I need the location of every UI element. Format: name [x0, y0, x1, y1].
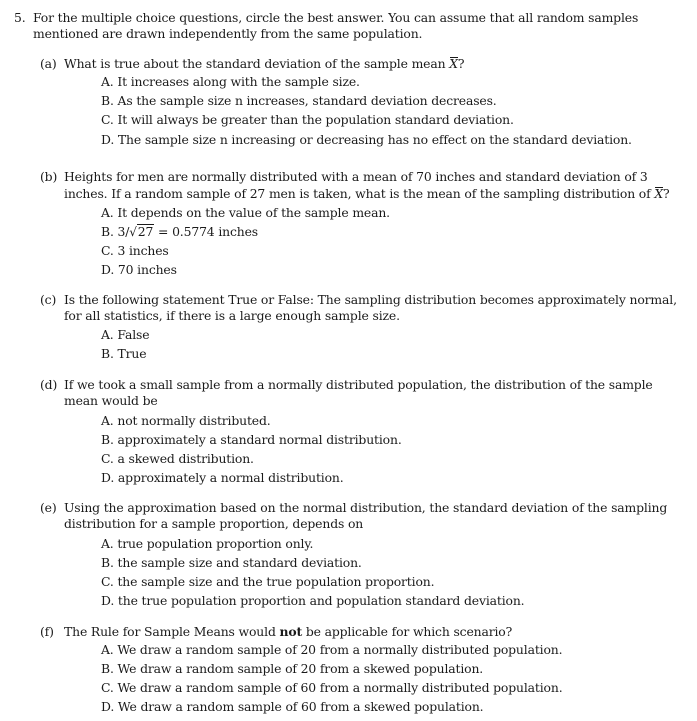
question-c-option-b[interactable]: B. True — [101, 346, 147, 361]
question-a-option-d[interactable]: D. The sample size n increasing or decreasing has no effect on the standard deviation. — [101, 132, 632, 147]
question-b-option-c[interactable]: C. 3 inches — [101, 243, 169, 258]
question-f-option-a[interactable]: A. We draw a random sample of 20 from a normally distributed population. — [101, 642, 563, 657]
question-f-label: (f) — [40, 624, 54, 639]
question-a-option-b[interactable]: B. As the sample size n increases, standard deviation decreases. — [101, 93, 497, 108]
question-e-option-c[interactable]: C. the sample size and the true population proportion. — [101, 574, 435, 589]
problem-intro-line2: mentioned are drawn independently from the same population. — [33, 26, 423, 41]
question-b-option-d[interactable]: D. 70 inches — [101, 262, 177, 277]
question-a-option-a[interactable]: A. It increases along with the sample size. — [101, 74, 360, 89]
question-f-text: The Rule for Sample Means would not be applicable for which scenario? — [64, 624, 513, 639]
question-d-option-a[interactable]: A. not normally distributed. — [101, 413, 271, 428]
problem-intro-line1: For the multiple choice questions, circle the best answer. You can assume that all random samples — [33, 10, 639, 25]
question-e-option-b[interactable]: B. the sample size and standard deviation. — [101, 555, 362, 570]
question-e-option-d[interactable]: D. the true population proportion and population standard deviation. — [101, 593, 525, 608]
question-d-option-d[interactable]: D. approximately a normal distribution. — [101, 470, 344, 485]
question-f-option-c[interactable]: C. We draw a random sample of 60 from a normally distributed population. — [101, 680, 563, 695]
question-b-text-line1: Heights for men are normally distributed with a mean of 70 inches and standard deviation of 3 — [64, 169, 648, 184]
question-d-text-line2: mean would be — [64, 393, 158, 408]
question-e-text-line2: distribution for a sample proportion, depends on — [64, 516, 364, 531]
question-c-text-line2: for all statistics, if there is a large enough sample size. — [64, 308, 400, 323]
question-d-option-b[interactable]: B. approximately a standard normal distribution. — [101, 432, 402, 447]
sqrt-radicand: 27 — [137, 224, 154, 239]
question-c-option-a[interactable]: A. False — [101, 327, 150, 342]
question-d-text-line1: If we took a small sample from a normally distributed population, the distribution of the sample — [64, 377, 653, 392]
question-c-label: (c) — [40, 292, 57, 307]
problem-number: 5. — [14, 10, 26, 25]
question-d-label: (d) — [40, 377, 58, 392]
question-b-option-b[interactable]: B. 3/√27 = 0.5774 inches — [101, 224, 258, 239]
question-e-label: (e) — [40, 500, 57, 515]
question-a-option-c[interactable]: C. It will always be greater than the population standard deviation. — [101, 112, 514, 127]
question-b-option-a[interactable]: A. It depends on the value of the sample mean. — [101, 205, 390, 220]
question-e-option-a[interactable]: A. true population proportion only. — [101, 536, 314, 551]
question-f-option-d[interactable]: D. We draw a random sample of 60 from a skewed population. — [101, 699, 484, 714]
emphasis-not: not — [279, 624, 303, 639]
question-b-label: (b) — [40, 169, 58, 184]
x-bar-symbol: X — [449, 56, 458, 71]
question-c-text-line1: Is the following statement True or False: The sampling distribution becomes approximately normal, — [64, 292, 677, 307]
question-e-text-line1: Using the approximation based on the normal distribution, the standard deviation of the sampling — [64, 500, 668, 515]
question-a-label: (a) — [40, 56, 57, 71]
question-b-text-line2: inches. If a random sample of 27 men is taken, what is the mean of the sampling distribution of X? — [64, 186, 670, 201]
question-a-text: What is true about the standard deviation of the sample mean X? — [64, 56, 465, 71]
x-bar-symbol: X — [654, 186, 664, 201]
question-f-option-b[interactable]: B. We draw a random sample of 20 from a skewed population. — [101, 661, 484, 676]
question-d-option-c[interactable]: C. a skewed distribution. — [101, 451, 254, 466]
